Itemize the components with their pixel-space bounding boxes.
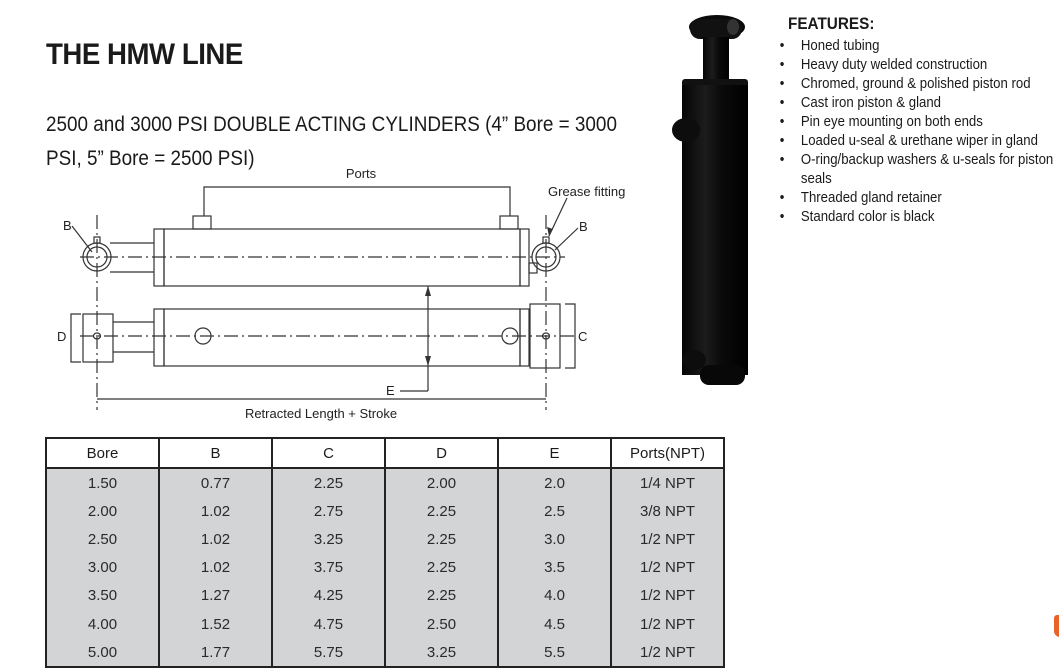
cell: 5.5 [498,638,611,667]
cell: 2.50 [46,525,159,553]
table-row [46,638,724,667]
cell: 1.77 [159,638,272,667]
length-label: Retracted Length + Stroke [244,406,398,421]
cell: 1.27 [159,582,272,610]
col-e: E [498,438,611,468]
table-row [46,610,724,638]
ports-bracket [204,187,510,216]
cell: 3.00 [46,554,159,582]
feature-item: • Pin eye mounting on both ends [778,112,1059,131]
page-subtitle: 2500 and 3000 PSI DOUBLE ACTING CYLINDERS (4” Bore = 3000 PSI, 5” Bore = 2500 PSI) [46,113,617,170]
grease-fitting-label: Grease fitting [548,184,626,199]
col-bore: Bore [46,438,159,468]
cell: 2.25 [385,554,498,582]
cell: 3.0 [498,525,611,553]
cell: 3.25 [272,525,385,553]
feature-item: • Chromed, ground & polished piston rod [778,74,1059,93]
cell: 2.25 [385,497,498,525]
cell: 4.75 [272,610,385,638]
col-d: D [385,438,498,468]
cell: 2.75 [272,497,385,525]
col-ports: Ports(NPT) [611,438,724,468]
port-right [500,216,518,229]
cell: 3.75 [272,554,385,582]
table-row [46,497,724,525]
col-c: C [272,438,385,468]
cell: 4.0 [498,582,611,610]
cell: 1/2 NPT [611,525,724,553]
e-label: E [386,383,395,398]
cell: 2.50 [385,610,498,638]
cell: 1/2 NPT [611,582,724,610]
cell: 1.02 [159,554,272,582]
cell: 2.0 [498,468,611,497]
cell: 1/2 NPT [611,554,724,582]
cell: 5.75 [272,638,385,667]
cylinder-product-photo [660,5,770,395]
cell: 3/8 NPT [611,497,724,525]
cell: 1/2 NPT [611,638,724,667]
cell: 2.00 [385,468,498,497]
feature-item: • Threaded gland retainer [778,188,1059,207]
cell: 1.50 [46,468,159,497]
cell: 1.52 [159,610,272,638]
table-row [46,525,724,553]
cylinder-dimension-diagram [50,160,650,430]
cell: 4.25 [272,582,385,610]
cell: 4.5 [498,610,611,638]
col-b: B [159,438,272,468]
table-row [46,582,724,610]
cell: 0.77 [159,468,272,497]
b-right-label: B [579,219,588,234]
spec-table [45,437,725,668]
table-row [46,468,724,497]
cell: 3.50 [46,582,159,610]
cell: 2.25 [385,582,498,610]
features-panel [778,14,1059,226]
d-label: D [57,329,67,344]
feature-item: • Standard color is black [778,207,1059,226]
ports-label: Ports [345,166,377,181]
feature-item: • Honed tubing [778,36,1059,55]
page-title: THE HMW LINE [46,38,243,71]
features-heading: FEATURES: [788,14,875,33]
table-header-row [46,438,724,468]
cell: 5.00 [46,638,159,667]
cell: 2.5 [498,497,611,525]
cell: 2.25 [385,525,498,553]
b-left-label: B [63,218,72,233]
cell: 2.25 [272,468,385,497]
c-label: C [578,329,588,344]
cell: 2.00 [46,497,159,525]
cell: 3.5 [498,554,611,582]
features-list [778,36,1059,226]
cell: 1/4 NPT [611,468,724,497]
feature-item: • Cast iron piston & gland [778,93,1059,112]
port-left [193,216,211,229]
cell: 1/2 NPT [611,610,724,638]
feature-item: • Heavy duty welded construction [778,55,1059,74]
cell: 1.02 [159,525,272,553]
feature-item: • O-ring/backup washers & u-seals for piston seals [778,150,1059,188]
feature-item: • Loaded u-seal & urethane wiper in gland [778,131,1059,150]
cell: 4.00 [46,610,159,638]
cell: 1.02 [159,497,272,525]
table-row [46,554,724,582]
cell: 3.25 [385,638,498,667]
logo-fragment [1054,615,1059,637]
